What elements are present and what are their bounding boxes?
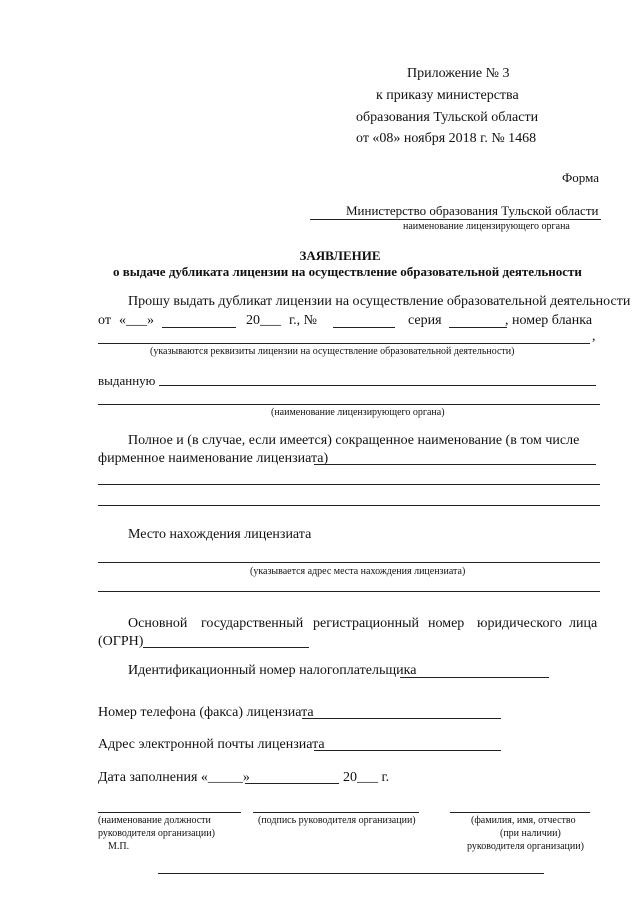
request-caption: (указываются реквизиты лицензии на осуществление образовательной деятельности) <box>150 346 515 357</box>
date-year: 20___ г. <box>343 770 390 785</box>
bottom-divider <box>158 873 544 874</box>
position-line[interactable] <box>98 812 241 813</box>
header-line-4: от «08» ноября 2018 г. № 1468 <box>356 131 537 146</box>
ogrn-input-line[interactable] <box>143 647 309 648</box>
fullname-input-line-3[interactable] <box>98 505 600 506</box>
document-title: ЗАЯВЛЕНИЕ <box>299 248 381 263</box>
issued-line-2[interactable] <box>98 404 600 405</box>
fullname-input-line-2[interactable] <box>98 484 600 485</box>
location-line-1[interactable] <box>98 562 600 563</box>
request-comma: , <box>592 329 596 344</box>
inn-label: Идентификационный номер налогоплательщика <box>128 663 417 678</box>
request-day-quote: «___» <box>119 313 154 328</box>
ogrn-word-6: лица <box>569 616 598 631</box>
fio-line[interactable] <box>450 812 590 813</box>
phone-label: Номер телефона (факса) лицензиата <box>98 705 314 720</box>
location-line-2[interactable] <box>98 591 600 592</box>
request-number-line[interactable] <box>333 327 395 328</box>
fullname-line-1: Полное и (в случае, если имеется) сокращенное наименование (в том числе <box>128 433 580 448</box>
issued-line-1[interactable] <box>159 385 596 386</box>
document-subtitle: о выдаче дубликата лицензии на осуществление образовательной деятельности <box>113 264 582 279</box>
authority-line <box>310 219 601 220</box>
request-series: серия <box>408 313 442 328</box>
request-year: 20___ <box>246 313 281 328</box>
header-line-1: Приложение № 3 <box>407 66 510 81</box>
fio-caption-1: (фамилия, имя, отчество <box>471 815 576 826</box>
ogrn-word-5: юридического <box>477 616 562 631</box>
request-blank-number: , номер бланка <box>505 313 593 328</box>
issued-label: выданную <box>98 373 156 388</box>
mp-label: М.П. <box>108 841 130 852</box>
authority-name: Министерство образования Тульской области <box>346 203 599 218</box>
ogrn-word-2: государственный <box>201 616 304 631</box>
fullname-line-2: фирменное наименование лицензиата) <box>98 451 329 466</box>
ogrn-word-3: регистрационный <box>313 616 420 631</box>
location-label: Место нахождения лицензиата <box>128 527 312 542</box>
email-input-line[interactable] <box>314 750 501 751</box>
position-caption-2: руководителя организации) <box>98 828 215 839</box>
form-label: Форма <box>562 170 599 185</box>
fio-caption-3: руководителя организации) <box>467 841 584 852</box>
location-caption: (указывается адрес места нахождения лицензиата) <box>250 566 466 577</box>
position-caption-1: (наименование должности <box>98 815 211 826</box>
date-month-line[interactable] <box>245 783 339 784</box>
issued-caption: (наименование лицензирующего органа) <box>271 407 445 418</box>
request-text: Прошу выдать дубликат лицензии на осуществление образовательной деятельности <box>128 294 631 309</box>
email-label: Адрес электронной почты лицензиата <box>98 737 325 752</box>
header-line-2: к приказу министерства <box>376 88 519 103</box>
authority-caption: наименование лицензирующего органа <box>403 221 570 232</box>
date-label: Дата заполнения «_____» <box>98 770 250 785</box>
request-details-line[interactable] <box>98 343 590 344</box>
request-series-line[interactable] <box>449 327 507 328</box>
fio-caption-2: (при наличии) <box>500 828 561 839</box>
inn-input-line[interactable] <box>400 677 549 678</box>
fullname-input-line-1[interactable] <box>314 464 596 465</box>
ogrn-label: (ОГРН) <box>98 634 144 649</box>
header-line-3: образования Тульской области <box>356 110 539 125</box>
request-g-num: г., № <box>289 313 318 328</box>
signature-caption: (подпись руководителя организации) <box>258 815 416 826</box>
ogrn-word-1: Основной <box>128 616 188 631</box>
signature-line[interactable] <box>253 812 419 813</box>
ogrn-word-4: номер <box>428 616 465 631</box>
phone-input-line[interactable] <box>302 718 501 719</box>
request-from: от <box>98 313 111 328</box>
request-month-line[interactable] <box>162 327 236 328</box>
